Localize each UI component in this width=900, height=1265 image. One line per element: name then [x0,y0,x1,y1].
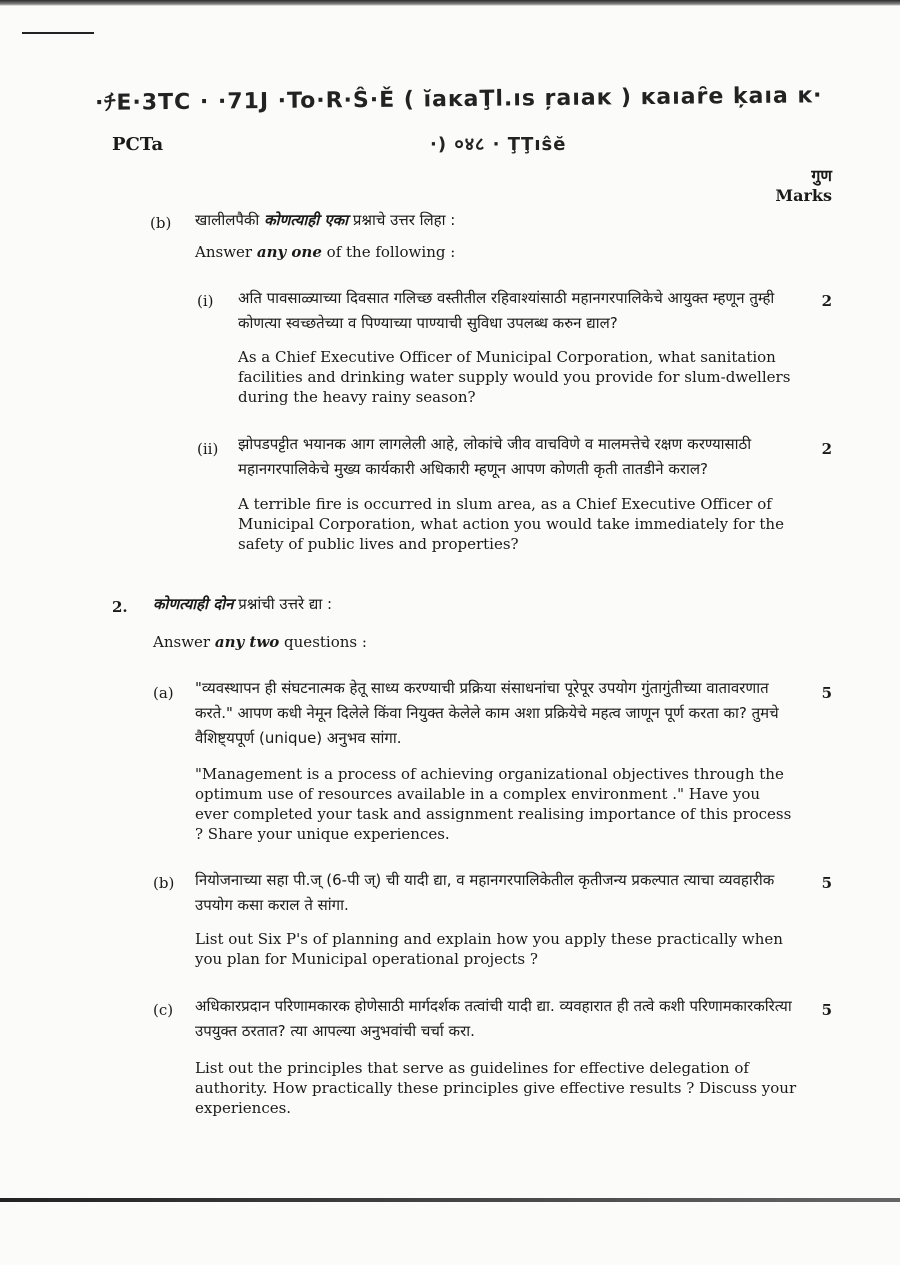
q1b-instr-mr-emph: कोणत्याही एका [264,211,349,229]
paper-code: PCTa [112,134,164,155]
q1b-instr-mr-post: प्रश्नाचे उत्तर लिहा : [348,211,456,229]
q1b-ii-marks: 2 [821,440,832,458]
q2c-marks: 5 [821,1001,832,1019]
q1b-i-label: (i) [197,292,214,310]
marks-heading-english: Marks [775,186,832,205]
q2c-marathi: अधिकारप्रदान परिणामकारक होणेसाठी मार्गदर्शक तत्वांची यादी द्या. व्यवहारात ही तत्वे कशी परिणामकारकरित्या उपयुक्त ठरतात? त्या आपल्या अनुभवांची चर्चा करा. [195,997,792,1040]
q2-instr-mr-post: प्रश्नांची उत्तरे द्या : [233,595,333,613]
q2-number: 2. [112,598,128,616]
handwritten-header-line1: ·ﾁE·3TC · ·71J ·To·R·Ŝ·Ě ( ĭaĸaŢl.ıs ŗaıaĸ ) ĸaıaȓe ķaıa ĸ· [94,83,823,116]
q2-instruction-english [153,632,367,652]
q1b-instr-mr-pre: खालीलपैकी [195,211,265,229]
q1b-instr-en-emph: any one [256,243,322,261]
q2-instruction-marathi [153,592,332,617]
scan-top-border [0,0,900,6]
q1b-ii-label: (ii) [197,440,219,458]
q1b-ii-marathi: झोपडपट्टीत भयानक आग लागलेली आहे, लोकांचे जीव वाचविणे व मालमत्तेचे रक्षण करण्यासाठी महानगरपालिकेचे मुख्य कार्यकारी अधिकारी म्हणून आपण कोणती कृती तातडीने कराल? [238,435,752,478]
q1b-i-english: As a Chief Executive Officer of Municipal Corporation, what sanitation facilities and drinking water supply would you provide for slum-dwellers during the heavy rainy season? [238,348,791,406]
q1b-i-marks: 2 [821,292,832,310]
q2a-marathi: "व्यवस्थापन ही संघटनात्मक हेतू साध्य करण्याची प्रक्रिया संसाधनांचा पूरेपूर उपयोग गुंतागुंतीच्या वातावरणात करते." आपण कधी नेमून दिलेले किंवा नियुक्त केलेले काम अशा प्रक्रियेचे महत्व जाणून पूर्ण करता का? तुमचे वैशिष्ट्यपूर्ण (unique) अनुभव सांगा. [195,679,779,747]
q2b-marks: 5 [821,874,832,892]
q2a-marks: 5 [821,684,832,702]
scan-corner-mark [22,32,94,34]
q1b-instruction-english [195,242,455,262]
q1b-i-marathi: अति पावसाळ्याच्या दिवसात गलिच्छ वस्तीतील रहिवाश्यांसाठी महानगरपालिकेचे आयुक्त म्हणून तुम्ही कोणत्या स्वच्छतेच्या व पिण्याच्या पाण्याची सुविधा उपलब्ध करुन द्याल? [238,289,775,332]
q2c-english: List out the principles that serve as guidelines for effective delegation of authority. How practically these principles give effective results ? Discuss your experiences. [195,1059,797,1117]
q1b-label: (b) [150,214,172,232]
q1b-instr-en-post: of the following : [321,243,456,261]
q2-instr-en-post: questions : [279,633,367,651]
q1b-ii-english: A terrible fire is occurred in slum area, as a Chief Executive Officer of Municipal Corporation, what action you would take immediately for the safety of public lives and properties? [238,495,784,553]
handwritten-header-line2: ·) ०४८ · ŢŢıŝĕ [430,134,567,155]
q2b-english: List out Six P's of planning and explain how you apply these practically when you plan for Municipal operational projects ? [195,930,783,968]
q2-instr-mr-emph: कोणत्याही दोन [153,595,234,613]
q2c-label: (c) [153,1001,174,1019]
marks-heading-marathi: गुण [811,166,832,185]
q2a-english: "Management is a process of achieving organizational objectives through the optimum use of resources available in a complex environment ." Have you ever completed your task and assignment realising importance of this process ? Share your unique experiences. [195,765,792,843]
scan-bottom-border [0,1198,900,1202]
q1b-instruction-marathi [195,208,455,233]
q2-instr-en-pre: Answer [153,633,215,651]
q2a-label: (a) [153,684,174,702]
q1b-instr-en-pre: Answer [195,243,257,261]
q2b-label: (b) [153,874,175,892]
q2b-marathi: नियोजनाच्या सहा पी.ज् (6-पी ज्) ची यादी द्या, व महानगरपालिकेतील कृतीजन्य प्रकल्पात त्याचा व्यवहारीक उपयोग कसा कराल ते सांगा. [195,871,775,914]
q2-instr-en-emph: any two [214,633,280,651]
